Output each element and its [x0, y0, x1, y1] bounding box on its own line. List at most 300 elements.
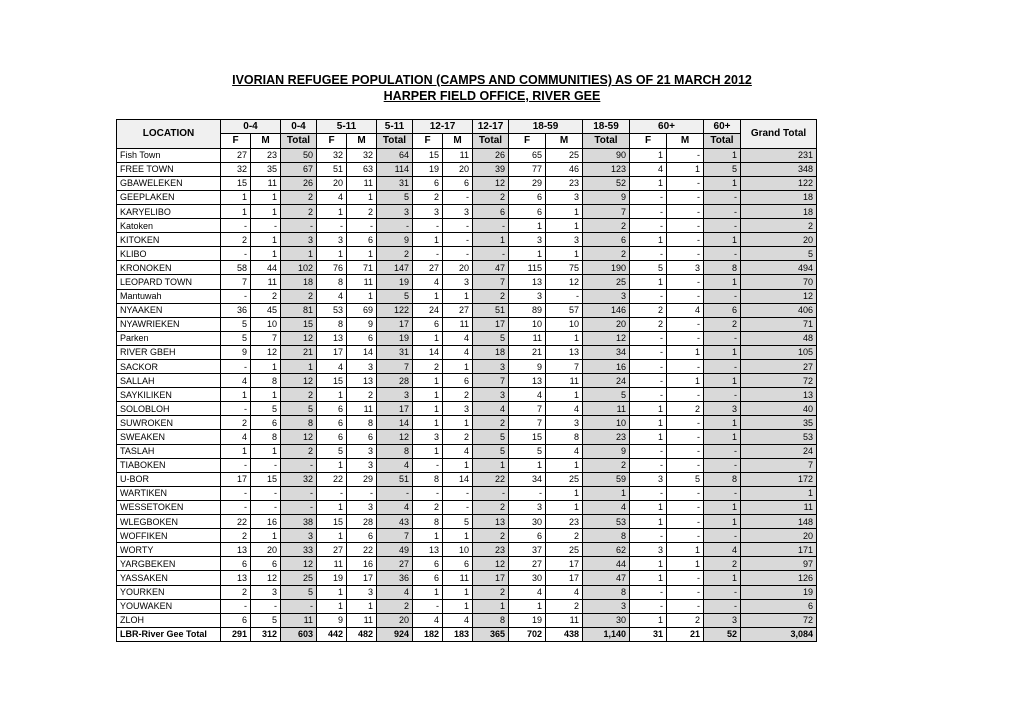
age-5-11-total-cell: 51 [377, 472, 413, 486]
age-12-17-f-cell: 1 [413, 529, 443, 543]
age-0-4-m-cell: 11 [251, 176, 281, 190]
age-5-11-total-cell: 8 [377, 444, 413, 458]
age-0-4-f-cell: 5 [221, 317, 251, 331]
age-12-17-m-cell: - [443, 500, 473, 514]
age-5-11-m-cell: 6 [347, 430, 377, 444]
age-60-plus-m-cell: - [667, 289, 704, 303]
age-12-17-f-cell: 2 [413, 360, 443, 374]
age-5-11-m-cell: 3 [347, 444, 377, 458]
age-0-4-m-cell: 5 [251, 402, 281, 416]
age-12-17-m-cell: 27 [443, 303, 473, 317]
location-cell: WOFFIKEN [117, 529, 221, 543]
age-5-11-m-cell: 3 [347, 360, 377, 374]
age-5-11-m-cell: 3 [347, 500, 377, 514]
age-12-17-f-cell: 1 [413, 374, 443, 388]
age-5-11-m-cell: 69 [347, 303, 377, 317]
age-60-plus-total-cell: 6 [704, 303, 741, 317]
age-0-4-m-cell: 1 [251, 233, 281, 247]
age-18-59-m-cell: 75 [546, 261, 583, 275]
age-60-plus-total-cell: - [704, 190, 741, 204]
age-5-11-f-cell: 442 [317, 627, 347, 641]
age-0-4-f-cell: - [221, 458, 251, 472]
age-12-17-m-cell: - [443, 486, 473, 500]
age-0-4-f-cell: 291 [221, 627, 251, 641]
age-0-4-total-cell: 2 [281, 190, 317, 204]
age-60-plus-m-cell: 3 [667, 261, 704, 275]
table-row [117, 543, 817, 557]
age-0-4-f-cell: 1 [221, 444, 251, 458]
age-0-4-m-cell: 6 [251, 416, 281, 430]
age-0-4-f-cell: - [221, 219, 251, 233]
age-12-17-f-cell: 14 [413, 345, 443, 359]
age-12-17-m-cell: 11 [443, 148, 473, 162]
age-18-59-f-cell: 37 [509, 543, 546, 557]
table-row [117, 303, 817, 317]
age-0-4-total-cell: 2 [281, 388, 317, 402]
table-row [117, 219, 817, 233]
age-18-59-m-cell: 1 [546, 500, 583, 514]
age-18-59-m-cell: 23 [546, 176, 583, 190]
age-12-17-total-cell: 2 [473, 585, 509, 599]
age-60-plus-m-cell: - [667, 515, 704, 529]
age-18-59-m-cell: 11 [546, 374, 583, 388]
age-60-plus-m-cell: - [667, 247, 704, 261]
age-12-17-total-cell: - [473, 219, 509, 233]
age-0-4-total-cell: 12 [281, 331, 317, 345]
age-60-plus-m-cell: - [667, 416, 704, 430]
age-18-59-m-cell: 3 [546, 233, 583, 247]
age-60-plus-total-cell: - [704, 219, 741, 233]
age-5-11-total-cell: - [377, 486, 413, 500]
age-12-17-f-cell: 1 [413, 585, 443, 599]
age-18-59-f-cell: 10 [509, 317, 546, 331]
age-12-17-total-cell: 2 [473, 289, 509, 303]
age-18-59-m-cell: 7 [546, 360, 583, 374]
location-cell: WARTIKEN [117, 486, 221, 500]
age-5-11-total-cell: 12 [377, 430, 413, 444]
age-0-4-total-cell: 67 [281, 162, 317, 176]
age-5-11-m-cell: - [347, 486, 377, 500]
age-60-plus-m-cell: - [667, 190, 704, 204]
age-60-plus-total-cell: 1 [704, 148, 741, 162]
report-subtitle: HARPER FIELD OFFICE, RIVER GEE [383, 89, 601, 103]
table-row [117, 529, 817, 543]
age-60-plus-total-cell: 1 [704, 233, 741, 247]
age-60-plus-m-cell: 1 [667, 345, 704, 359]
grand-total-cell: 18 [741, 204, 817, 218]
age-60-plus-f-cell: 1 [630, 571, 667, 585]
grand-total-cell: 71 [741, 317, 817, 331]
age-60-plus-m-cell: - [667, 275, 704, 289]
age-5-11-total-cell: 7 [377, 529, 413, 543]
age-12-17-f-cell: 4 [413, 613, 443, 627]
age-5-11-total-cell: 28 [377, 374, 413, 388]
age-5-11-total-cell: 2 [377, 599, 413, 613]
location-cell: SOLOBLOH [117, 402, 221, 416]
age-0-4-total-cell: 603 [281, 627, 317, 641]
age-0-4-f-cell: 2 [221, 416, 251, 430]
age-0-4-total-cell: 25 [281, 571, 317, 585]
grand-total-cell: 3,084 [741, 627, 817, 641]
age-12-17-total-cell: 5 [473, 331, 509, 345]
age-12-17-total-cell: 2 [473, 416, 509, 430]
age-0-4-f-cell: 22 [221, 515, 251, 529]
age-0-4-total-cell: 5 [281, 402, 317, 416]
age-18-59-f-cell: 6 [509, 204, 546, 218]
age-18-59-f-cell: 6 [509, 190, 546, 204]
age-0-4-f-cell: 4 [221, 430, 251, 444]
age-0-4-f-cell: 5 [221, 331, 251, 345]
table-row [117, 444, 817, 458]
age-12-17-m-cell: - [443, 247, 473, 261]
age-18-59-total-cell: 6 [583, 233, 630, 247]
age-60-plus-total-cell: 1 [704, 345, 741, 359]
age-60-plus-f-cell: - [630, 529, 667, 543]
age-5-11-m-cell: 482 [347, 627, 377, 641]
total-header: Total [281, 134, 317, 148]
age-60-plus-f-cell: - [630, 289, 667, 303]
age-0-4-total-cell: 2 [281, 289, 317, 303]
age-12-17-m-cell: 10 [443, 543, 473, 557]
age-18-59-m-cell: 1 [546, 247, 583, 261]
age-60-plus-m-cell: - [667, 458, 704, 472]
age-0-4-m-cell: 1 [251, 190, 281, 204]
age-18-59-f-cell: - [509, 486, 546, 500]
age-0-4-total-cell: 3 [281, 233, 317, 247]
age-5-11-total-cell: 17 [377, 402, 413, 416]
grand-total-cell: 27 [741, 360, 817, 374]
age-18-59-total-cell: 8 [583, 585, 630, 599]
age-5-11-m-cell: 8 [347, 416, 377, 430]
age-5-11-total-cell: 4 [377, 458, 413, 472]
age-60-plus-total-cell: - [704, 444, 741, 458]
age-5-11-f-cell: 4 [317, 360, 347, 374]
age-12-17-f-cell: 182 [413, 627, 443, 641]
age-18-59-f-cell: 13 [509, 374, 546, 388]
age-18-59-total-cell: 20 [583, 317, 630, 331]
age-18-59-m-cell: 13 [546, 345, 583, 359]
age-5-11-f-cell: - [317, 486, 347, 500]
age-18-59-total-cell: 52 [583, 176, 630, 190]
age-18-59-total-cell: 1,140 [583, 627, 630, 641]
age-12-17-total-cell: 1 [473, 599, 509, 613]
age-5-11-f-cell: 8 [317, 275, 347, 289]
location-cell: Katoken [117, 219, 221, 233]
grand-total-cell: 53 [741, 430, 817, 444]
age-18-59-total-cell: 47 [583, 571, 630, 585]
location-cell: Fish Town [117, 148, 221, 162]
age-12-17-f-cell: 1 [413, 388, 443, 402]
location-cell: SUWROKEN [117, 416, 221, 430]
location-cell: TASLAH [117, 444, 221, 458]
age-60-plus-total-cell: 1 [704, 571, 741, 585]
location-cell: KITOKEN [117, 233, 221, 247]
age-0-4-total-cell: 1 [281, 360, 317, 374]
age-5-11-total-cell: 924 [377, 627, 413, 641]
age-18-59-total-cell: 2 [583, 247, 630, 261]
age-12-17-f-cell: 6 [413, 571, 443, 585]
age-0-4-f-cell: 32 [221, 162, 251, 176]
age-12-17-f-cell: 6 [413, 176, 443, 190]
age-60-plus-f-cell: 3 [630, 543, 667, 557]
age-12-17-total-cell: 6 [473, 204, 509, 218]
age-60-plus-f-cell: 1 [630, 515, 667, 529]
age-0-4-m-cell: 15 [251, 472, 281, 486]
age-12-17-m-cell: 11 [443, 317, 473, 331]
location-cell: GEEPLAKEN [117, 190, 221, 204]
age-0-4-f-cell: 13 [221, 571, 251, 585]
age-12-17-f-cell: 1 [413, 402, 443, 416]
age-0-4-total-cell: 21 [281, 345, 317, 359]
age-5-11-m-cell: 11 [347, 176, 377, 190]
age-60-plus-m-cell: - [667, 529, 704, 543]
age-0-4-m-cell: 7 [251, 331, 281, 345]
female-header: F [221, 134, 251, 148]
age-5-11-f-cell: - [317, 219, 347, 233]
age-5-11-total-cell: 5 [377, 190, 413, 204]
age-5-11-m-cell: 71 [347, 261, 377, 275]
group-total-header: 18-59 [583, 120, 630, 134]
location-cell: Parken [117, 331, 221, 345]
grand-total-cell: 105 [741, 345, 817, 359]
age-5-11-m-cell: 6 [347, 529, 377, 543]
table-row [117, 289, 817, 303]
age-60-plus-total-cell: 1 [704, 176, 741, 190]
age-60-plus-f-cell: - [630, 444, 667, 458]
age-0-4-f-cell: - [221, 247, 251, 261]
age-12-17-f-cell: 8 [413, 515, 443, 529]
age-0-4-total-cell: 18 [281, 275, 317, 289]
age-5-11-f-cell: 53 [317, 303, 347, 317]
age-60-plus-m-cell: - [667, 585, 704, 599]
grand-total-cell: 18 [741, 190, 817, 204]
age-5-11-m-cell: 9 [347, 317, 377, 331]
location-cell: YARGBEKEN [117, 557, 221, 571]
age-12-17-total-cell: - [473, 247, 509, 261]
age-60-plus-m-cell: - [667, 599, 704, 613]
age-18-59-f-cell: 11 [509, 331, 546, 345]
age-18-59-total-cell: 53 [583, 515, 630, 529]
age-60-plus-f-cell: 1 [630, 176, 667, 190]
age-12-17-m-cell: 1 [443, 529, 473, 543]
age-18-59-m-cell: 4 [546, 585, 583, 599]
age-5-11-total-cell: 2 [377, 247, 413, 261]
age-60-plus-m-cell: 5 [667, 472, 704, 486]
age-12-17-f-cell: - [413, 599, 443, 613]
age-60-plus-f-cell: 1 [630, 402, 667, 416]
age-12-17-total-cell: 2 [473, 500, 509, 514]
age-5-11-m-cell: 3 [347, 585, 377, 599]
age-0-4-total-cell: 2 [281, 204, 317, 218]
age-60-plus-m-cell: - [667, 317, 704, 331]
table-row [117, 190, 817, 204]
age-18-59-m-cell: 4 [546, 402, 583, 416]
age-5-11-f-cell: 1 [317, 204, 347, 218]
age-5-11-total-cell: 20 [377, 613, 413, 627]
age-18-59-m-cell: 3 [546, 416, 583, 430]
location-cell: GBAWELEKEN [117, 176, 221, 190]
age-12-17-m-cell: 4 [443, 331, 473, 345]
age-60-plus-total-cell: 3 [704, 613, 741, 627]
grand-total-cell: 20 [741, 529, 817, 543]
table-row [117, 162, 817, 176]
grand-total-cell: 48 [741, 331, 817, 345]
age-5-11-m-cell: 11 [347, 402, 377, 416]
grand-total-cell: 5 [741, 247, 817, 261]
age-0-4-f-cell: - [221, 500, 251, 514]
age-18-59-total-cell: 9 [583, 444, 630, 458]
age-60-plus-total-cell: 3 [704, 402, 741, 416]
age-5-11-f-cell: 1 [317, 388, 347, 402]
age-5-11-m-cell: 6 [347, 331, 377, 345]
age-5-11-f-cell: 1 [317, 599, 347, 613]
age-5-11-m-cell: 11 [347, 275, 377, 289]
age-5-11-f-cell: 4 [317, 289, 347, 303]
age-18-59-f-cell: 4 [509, 388, 546, 402]
age-60-plus-total-cell: 4 [704, 543, 741, 557]
age-5-11-f-cell: 1 [317, 247, 347, 261]
age-18-59-m-cell: 12 [546, 275, 583, 289]
group-header: 12-17 [413, 120, 473, 134]
age-0-4-m-cell: 12 [251, 345, 281, 359]
location-cell: U-BOR [117, 472, 221, 486]
grand-total-cell: 494 [741, 261, 817, 275]
location-cell: SAYKILIKEN [117, 388, 221, 402]
age-60-plus-m-cell: - [667, 176, 704, 190]
location-cell: YOUWAKEN [117, 599, 221, 613]
age-18-59-m-cell: 438 [546, 627, 583, 641]
age-12-17-f-cell: 8 [413, 472, 443, 486]
age-18-59-m-cell: 11 [546, 613, 583, 627]
age-0-4-f-cell: 1 [221, 388, 251, 402]
age-5-11-m-cell: 28 [347, 515, 377, 529]
age-18-59-m-cell: 2 [546, 599, 583, 613]
location-cell: YOURKEN [117, 585, 221, 599]
location-cell: NYAWRIEKEN [117, 317, 221, 331]
grand-total-cell: 406 [741, 303, 817, 317]
male-header: M [347, 134, 377, 148]
age-60-plus-total-cell: 1 [704, 430, 741, 444]
age-5-11-total-cell: 19 [377, 275, 413, 289]
age-5-11-f-cell: 6 [317, 430, 347, 444]
age-5-11-m-cell: 63 [347, 162, 377, 176]
age-12-17-f-cell: 15 [413, 148, 443, 162]
table-row [117, 148, 817, 162]
age-12-17-total-cell: 365 [473, 627, 509, 641]
male-header: M [546, 134, 583, 148]
age-60-plus-f-cell: - [630, 486, 667, 500]
grand-total-cell: 348 [741, 162, 817, 176]
age-12-17-total-cell: 5 [473, 444, 509, 458]
table-row [117, 233, 817, 247]
grand-total-cell: 171 [741, 543, 817, 557]
location-cell: LEOPARD TOWN [117, 275, 221, 289]
age-18-59-m-cell: 25 [546, 148, 583, 162]
age-12-17-m-cell: 1 [443, 360, 473, 374]
age-60-plus-f-cell: 1 [630, 557, 667, 571]
grand-total-cell: 11 [741, 500, 817, 514]
male-header: M [251, 134, 281, 148]
age-5-11-m-cell: 13 [347, 374, 377, 388]
age-5-11-total-cell: 17 [377, 317, 413, 331]
age-18-59-m-cell: - [546, 289, 583, 303]
age-60-plus-f-cell: 1 [630, 275, 667, 289]
age-0-4-m-cell: 2 [251, 289, 281, 303]
grand-total-cell: 2 [741, 219, 817, 233]
age-60-plus-total-cell: 52 [704, 627, 741, 641]
group-header: 0-4 [221, 120, 281, 134]
age-18-59-f-cell: 29 [509, 176, 546, 190]
age-5-11-total-cell: 3 [377, 204, 413, 218]
age-0-4-f-cell: 6 [221, 613, 251, 627]
age-18-59-m-cell: 1 [546, 204, 583, 218]
age-5-11-f-cell: 20 [317, 176, 347, 190]
total-header: Total [377, 134, 413, 148]
age-0-4-f-cell: 2 [221, 529, 251, 543]
age-12-17-f-cell: 3 [413, 430, 443, 444]
age-0-4-f-cell: - [221, 599, 251, 613]
age-60-plus-m-cell: - [667, 233, 704, 247]
age-12-17-m-cell: 11 [443, 571, 473, 585]
age-18-59-m-cell: 17 [546, 557, 583, 571]
age-5-11-total-cell: 19 [377, 331, 413, 345]
grand-total-cell: 35 [741, 416, 817, 430]
age-12-17-total-cell: 51 [473, 303, 509, 317]
table-row [117, 388, 817, 402]
age-60-plus-f-cell: 31 [630, 627, 667, 641]
age-60-plus-total-cell: 8 [704, 472, 741, 486]
location-cell: TIABOKEN [117, 458, 221, 472]
age-18-59-f-cell: 3 [509, 289, 546, 303]
location-cell: NYAAKEN [117, 303, 221, 317]
table-row [117, 515, 817, 529]
age-60-plus-total-cell: 1 [704, 500, 741, 514]
age-0-4-total-cell: - [281, 219, 317, 233]
female-header: F [317, 134, 347, 148]
age-0-4-m-cell: 1 [251, 247, 281, 261]
male-header: M [443, 134, 473, 148]
age-0-4-m-cell: 8 [251, 430, 281, 444]
age-5-11-m-cell: 1 [347, 289, 377, 303]
age-18-59-f-cell: 1 [509, 458, 546, 472]
age-60-plus-m-cell: - [667, 444, 704, 458]
total-header: Total [704, 134, 741, 148]
age-12-17-m-cell: 2 [443, 388, 473, 402]
age-60-plus-f-cell: - [630, 374, 667, 388]
age-12-17-m-cell: 5 [443, 515, 473, 529]
age-60-plus-total-cell: 1 [704, 374, 741, 388]
age-60-plus-m-cell: - [667, 571, 704, 585]
age-12-17-total-cell: 26 [473, 148, 509, 162]
age-5-11-total-cell: 3 [377, 388, 413, 402]
age-5-11-m-cell: 1 [347, 599, 377, 613]
age-0-4-f-cell: 6 [221, 557, 251, 571]
age-5-11-total-cell: 122 [377, 303, 413, 317]
age-5-11-total-cell: 4 [377, 500, 413, 514]
age-18-59-total-cell: 90 [583, 148, 630, 162]
age-0-4-total-cell: 12 [281, 374, 317, 388]
grand-total-cell: 72 [741, 613, 817, 627]
age-0-4-total-cell: 11 [281, 613, 317, 627]
age-60-plus-total-cell: 8 [704, 261, 741, 275]
age-18-59-f-cell: 4 [509, 585, 546, 599]
age-12-17-total-cell: 5 [473, 430, 509, 444]
age-60-plus-total-cell: - [704, 360, 741, 374]
age-60-plus-f-cell: - [630, 247, 667, 261]
age-0-4-f-cell: 13 [221, 543, 251, 557]
female-header: F [509, 134, 546, 148]
age-12-17-m-cell: 1 [443, 585, 473, 599]
